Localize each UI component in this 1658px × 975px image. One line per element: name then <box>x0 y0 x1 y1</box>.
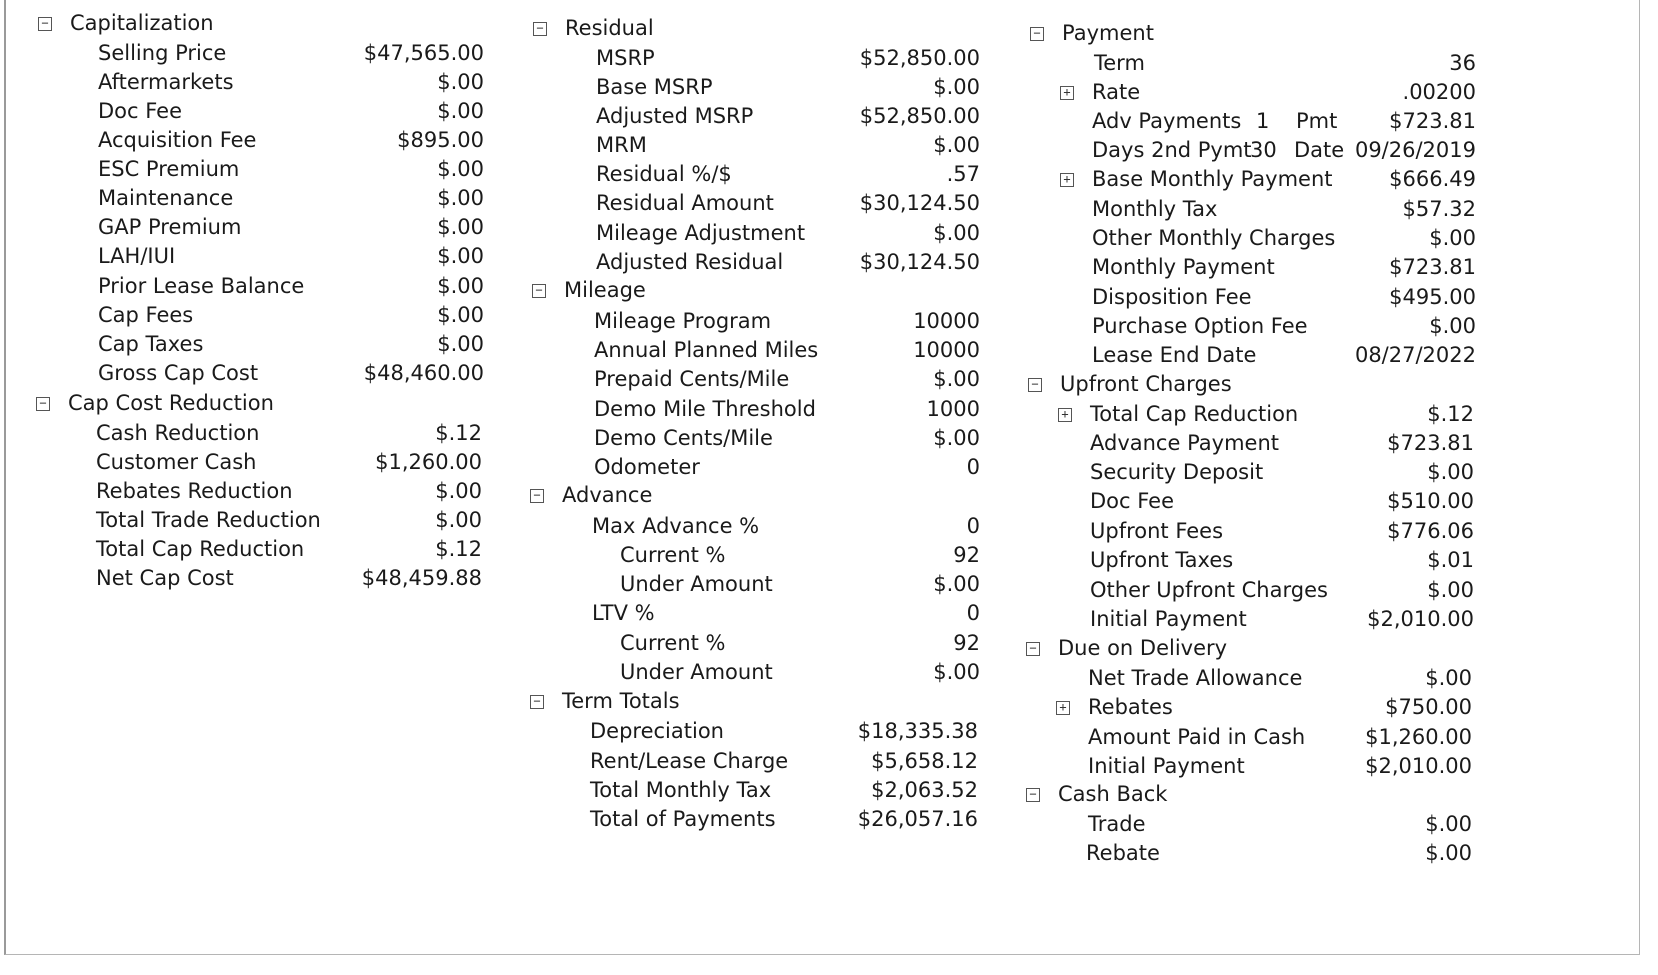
field-label: Doc Fee <box>1090 489 1175 513</box>
field-value: $.12 <box>1427 402 1474 426</box>
field-value: $.00 <box>437 157 484 181</box>
field-value: $.00 <box>933 572 980 596</box>
section-title: Due on Delivery <box>1058 636 1228 660</box>
table-row <box>6 282 1476 312</box>
field-value: $.00 <box>437 99 484 123</box>
field-label: Rebates Reduction <box>96 479 293 503</box>
field-label: Current % <box>620 543 726 567</box>
field-label: Cap Taxes <box>98 332 204 356</box>
field-value: $2,010.00 <box>1365 754 1472 778</box>
field-value: $47,565.00 <box>363 41 484 65</box>
table-row <box>6 457 1474 487</box>
field-value: $750.00 <box>1385 695 1472 719</box>
field-value: $.00 <box>437 332 484 356</box>
field-label: Rent/Lease Charge <box>590 749 789 773</box>
field-label: Advance Payment <box>1090 431 1280 455</box>
collapse-icon[interactable]: − <box>530 489 544 503</box>
field-label: Trade <box>1088 812 1146 836</box>
field-label: Under Amount <box>620 572 773 596</box>
section-title: Capitalization <box>70 11 214 35</box>
field-label: Disposition Fee <box>1092 285 1252 309</box>
field-value: $.00 <box>437 244 484 268</box>
collapse-icon[interactable]: − <box>530 695 544 709</box>
field-value: $.00 <box>1425 812 1472 836</box>
field-label: Demo Cents/Mile <box>594 426 773 450</box>
collapse-icon[interactable]: − <box>38 17 52 31</box>
field-label: Maintenance <box>98 186 234 210</box>
field-label: Acquisition Fee <box>98 128 257 152</box>
field-label: Term <box>1094 51 1145 75</box>
field-count: 30 <box>1250 138 1277 162</box>
field-value: $895.00 <box>397 128 484 152</box>
field-value: $.12 <box>435 421 482 445</box>
field-value: 10000 <box>913 309 980 333</box>
field-value: .57 <box>946 162 980 186</box>
field-value: $776.06 <box>1387 519 1474 543</box>
table-row <box>6 722 1472 752</box>
table-row <box>6 252 1476 282</box>
table-row <box>6 135 1476 165</box>
field-label: Residual Amount <box>596 191 774 215</box>
field-value: $.00 <box>437 215 484 239</box>
collapse-icon[interactable]: − <box>36 397 50 411</box>
field-value: $.12 <box>435 537 482 561</box>
field-count: 1 <box>1256 109 1270 133</box>
field-label: Cap Fees <box>98 303 194 327</box>
field-label: Monthly Payment <box>1092 255 1275 279</box>
table-row <box>6 838 1472 868</box>
field-label: Other Monthly Charges <box>1092 226 1336 250</box>
table-row <box>6 311 1476 341</box>
table-row <box>6 77 1476 107</box>
section-title: Cash Back <box>1058 782 1168 806</box>
field-label: Cash Reduction <box>96 421 260 445</box>
collapse-icon[interactable]: − <box>532 284 546 298</box>
field-value: 1000 <box>926 397 980 421</box>
field-label: MRM <box>596 133 647 157</box>
field-value: $723.81 <box>1387 431 1474 455</box>
field-value: $48,460.00 <box>363 361 484 385</box>
table-row <box>6 399 1474 429</box>
field-value: $2,063.52 <box>871 778 978 802</box>
field-value: $26,057.16 <box>857 807 978 831</box>
field-value: $57.32 <box>1402 197 1476 221</box>
field-value: $.00 <box>1429 314 1476 338</box>
table-row <box>6 604 1474 634</box>
field-value: $.00 <box>435 508 482 532</box>
table-row <box>6 340 1476 370</box>
field-value: $666.49 <box>1389 167 1476 191</box>
field-label: Selling Price <box>98 41 227 65</box>
collapse-icon[interactable]: − <box>1026 642 1040 656</box>
field-value: 08/27/2022 <box>1354 343 1476 367</box>
table-row <box>6 575 1474 605</box>
table-row <box>6 692 1472 722</box>
field-label: Prepaid Cents/Mile <box>594 367 790 391</box>
table-row <box>6 106 1476 136</box>
field-label: MSRP <box>596 46 655 70</box>
field-value: $30,124.50 <box>859 250 980 274</box>
field-value: $.00 <box>437 186 484 210</box>
table-row <box>6 545 1474 575</box>
field-value: $30,124.50 <box>859 191 980 215</box>
upfront-charges-header <box>1028 369 1468 399</box>
field-label: Other Upfront Charges <box>1090 578 1328 602</box>
field-value: $52,850.00 <box>859 46 980 70</box>
lease-details-panel <box>4 0 1640 955</box>
field-label: Total Cap Reduction <box>96 537 305 561</box>
field-value: $.00 <box>933 75 980 99</box>
field-label: Upfront Taxes <box>1090 548 1234 572</box>
field-label: ESC Premium <box>98 157 240 181</box>
table-row <box>6 751 1472 781</box>
field-value: $.00 <box>933 426 980 450</box>
expand-icon[interactable]: + <box>1056 701 1070 715</box>
table-row <box>6 428 1474 458</box>
field-label: Odometer <box>594 455 700 479</box>
field-label: Aftermarkets <box>98 70 234 94</box>
field-label: Under Amount <box>620 660 773 684</box>
field-value: 0 <box>966 514 980 538</box>
section-title: Upfront Charges <box>1060 372 1232 396</box>
payment-header <box>1030 18 1470 48</box>
field-label: Monthly Tax <box>1092 197 1218 221</box>
field-label: Rebate <box>1086 841 1160 865</box>
section-title: Mileage <box>564 278 646 302</box>
field-label: Total Monthly Tax <box>590 778 772 802</box>
field-value: $.00 <box>1425 841 1472 865</box>
field-value: $.00 <box>437 70 484 94</box>
field-value: 10000 <box>913 338 980 362</box>
field-value: $.00 <box>435 479 482 503</box>
field-value: $.00 <box>933 221 980 245</box>
field-label: Net Cap Cost <box>96 566 234 590</box>
field-value: $723.81 <box>1389 255 1476 279</box>
field-label: Amount Paid in Cash <box>1088 725 1306 749</box>
field-label: Doc Fee <box>98 99 183 123</box>
field-label: Total Cap Reduction <box>1090 402 1299 426</box>
field-value: $495.00 <box>1389 285 1476 309</box>
field-value: $.01 <box>1427 548 1474 572</box>
field-value: $.00 <box>1427 460 1474 484</box>
field-label: LTV % <box>592 601 655 625</box>
field-label: Adv Payments <box>1092 109 1242 133</box>
field-value: 09/26/2019 <box>1354 138 1476 162</box>
field-sub-label: Pmt <box>1296 109 1338 133</box>
field-value: $.00 <box>437 303 484 327</box>
field-value: 92 <box>953 631 980 655</box>
field-label: Rebates <box>1088 695 1173 719</box>
section-title: Term Totals <box>562 689 680 713</box>
table-row <box>6 223 1476 253</box>
field-value: $.00 <box>1425 666 1472 690</box>
field-value: $.00 <box>933 367 980 391</box>
collapse-icon[interactable]: − <box>1030 27 1044 41</box>
field-label: Total Trade Reduction <box>96 508 321 532</box>
field-sub-label: Date <box>1294 138 1345 162</box>
field-label: Security Deposit <box>1090 460 1264 484</box>
field-value: $18,335.38 <box>857 719 978 743</box>
field-label: GAP Premium <box>98 215 242 239</box>
collapse-icon[interactable]: − <box>1026 788 1040 802</box>
field-value: 0 <box>966 455 980 479</box>
field-label: Adjusted Residual <box>596 250 784 274</box>
section-title: Residual <box>565 16 654 40</box>
field-value: $.00 <box>933 660 980 684</box>
field-value: $5,658.12 <box>871 749 978 773</box>
table-row <box>6 516 1474 546</box>
field-label: Adjusted MSRP <box>596 104 754 128</box>
field-value: $1,260.00 <box>1365 725 1472 749</box>
due-on-delivery-header <box>1026 633 1466 663</box>
section-title: Payment <box>1062 21 1154 45</box>
collapse-icon[interactable]: − <box>533 22 547 36</box>
field-label: Base MSRP <box>596 75 713 99</box>
field-label: Mileage Program <box>594 309 772 333</box>
field-label: Gross Cap Cost <box>98 361 259 385</box>
field-value: $48,459.88 <box>361 566 482 590</box>
table-row <box>6 48 1476 78</box>
table-row <box>6 486 1474 516</box>
field-label: Initial Payment <box>1090 607 1247 631</box>
field-value: $.00 <box>1429 226 1476 250</box>
field-label: Max Advance % <box>592 514 760 538</box>
field-label: Current % <box>620 631 726 655</box>
field-label: Rate <box>1092 80 1141 104</box>
field-value: 92 <box>953 543 980 567</box>
table-row <box>6 194 1476 224</box>
field-value: $.00 <box>1427 578 1474 602</box>
table-row <box>6 663 1472 693</box>
field-label: LAH/IUI <box>98 244 176 268</box>
field-label: Days 2nd Pymt <box>1092 138 1252 162</box>
expand-icon[interactable]: + <box>1060 86 1074 100</box>
field-label: Mileage Adjustment <box>596 221 806 245</box>
field-label: Initial Payment <box>1088 754 1245 778</box>
field-value: .00200 <box>1402 80 1476 104</box>
collapse-icon[interactable]: − <box>1028 378 1042 392</box>
field-label: Demo Mile Threshold <box>594 397 816 421</box>
field-label: Prior Lease Balance <box>98 274 305 298</box>
section-title: Advance <box>562 483 653 507</box>
field-value: $52,850.00 <box>859 104 980 128</box>
cash-back-header <box>1026 779 1466 809</box>
field-value: $1,260.00 <box>375 450 482 474</box>
field-value: $.00 <box>933 133 980 157</box>
capitalization-header <box>38 8 508 38</box>
field-label: Total of Payments <box>590 807 776 831</box>
field-value: $.00 <box>437 274 484 298</box>
field-label: Depreciation <box>590 719 724 743</box>
table-row <box>6 809 1472 839</box>
field-value: 36 <box>1449 51 1476 75</box>
field-label: Net Trade Allowance <box>1088 666 1303 690</box>
field-label: Purchase Option Fee <box>1092 314 1308 338</box>
table-row <box>6 164 1476 194</box>
residual-header <box>533 13 973 43</box>
field-value: $723.81 <box>1389 109 1476 133</box>
field-value: $2,010.00 <box>1367 607 1474 631</box>
field-label: Upfront Fees <box>1090 519 1224 543</box>
field-value: $510.00 <box>1387 489 1474 513</box>
expand-icon[interactable]: + <box>1058 408 1072 422</box>
field-label: Base Monthly Payment <box>1092 167 1333 191</box>
field-label: Annual Planned Miles <box>594 338 819 362</box>
field-label: Customer Cash <box>96 450 257 474</box>
section-title: Cap Cost Reduction <box>68 391 274 415</box>
field-label: Lease End Date <box>1092 343 1257 367</box>
field-value: 0 <box>966 601 980 625</box>
field-label: Residual %/$ <box>596 162 732 186</box>
expand-icon[interactable]: + <box>1060 173 1074 187</box>
